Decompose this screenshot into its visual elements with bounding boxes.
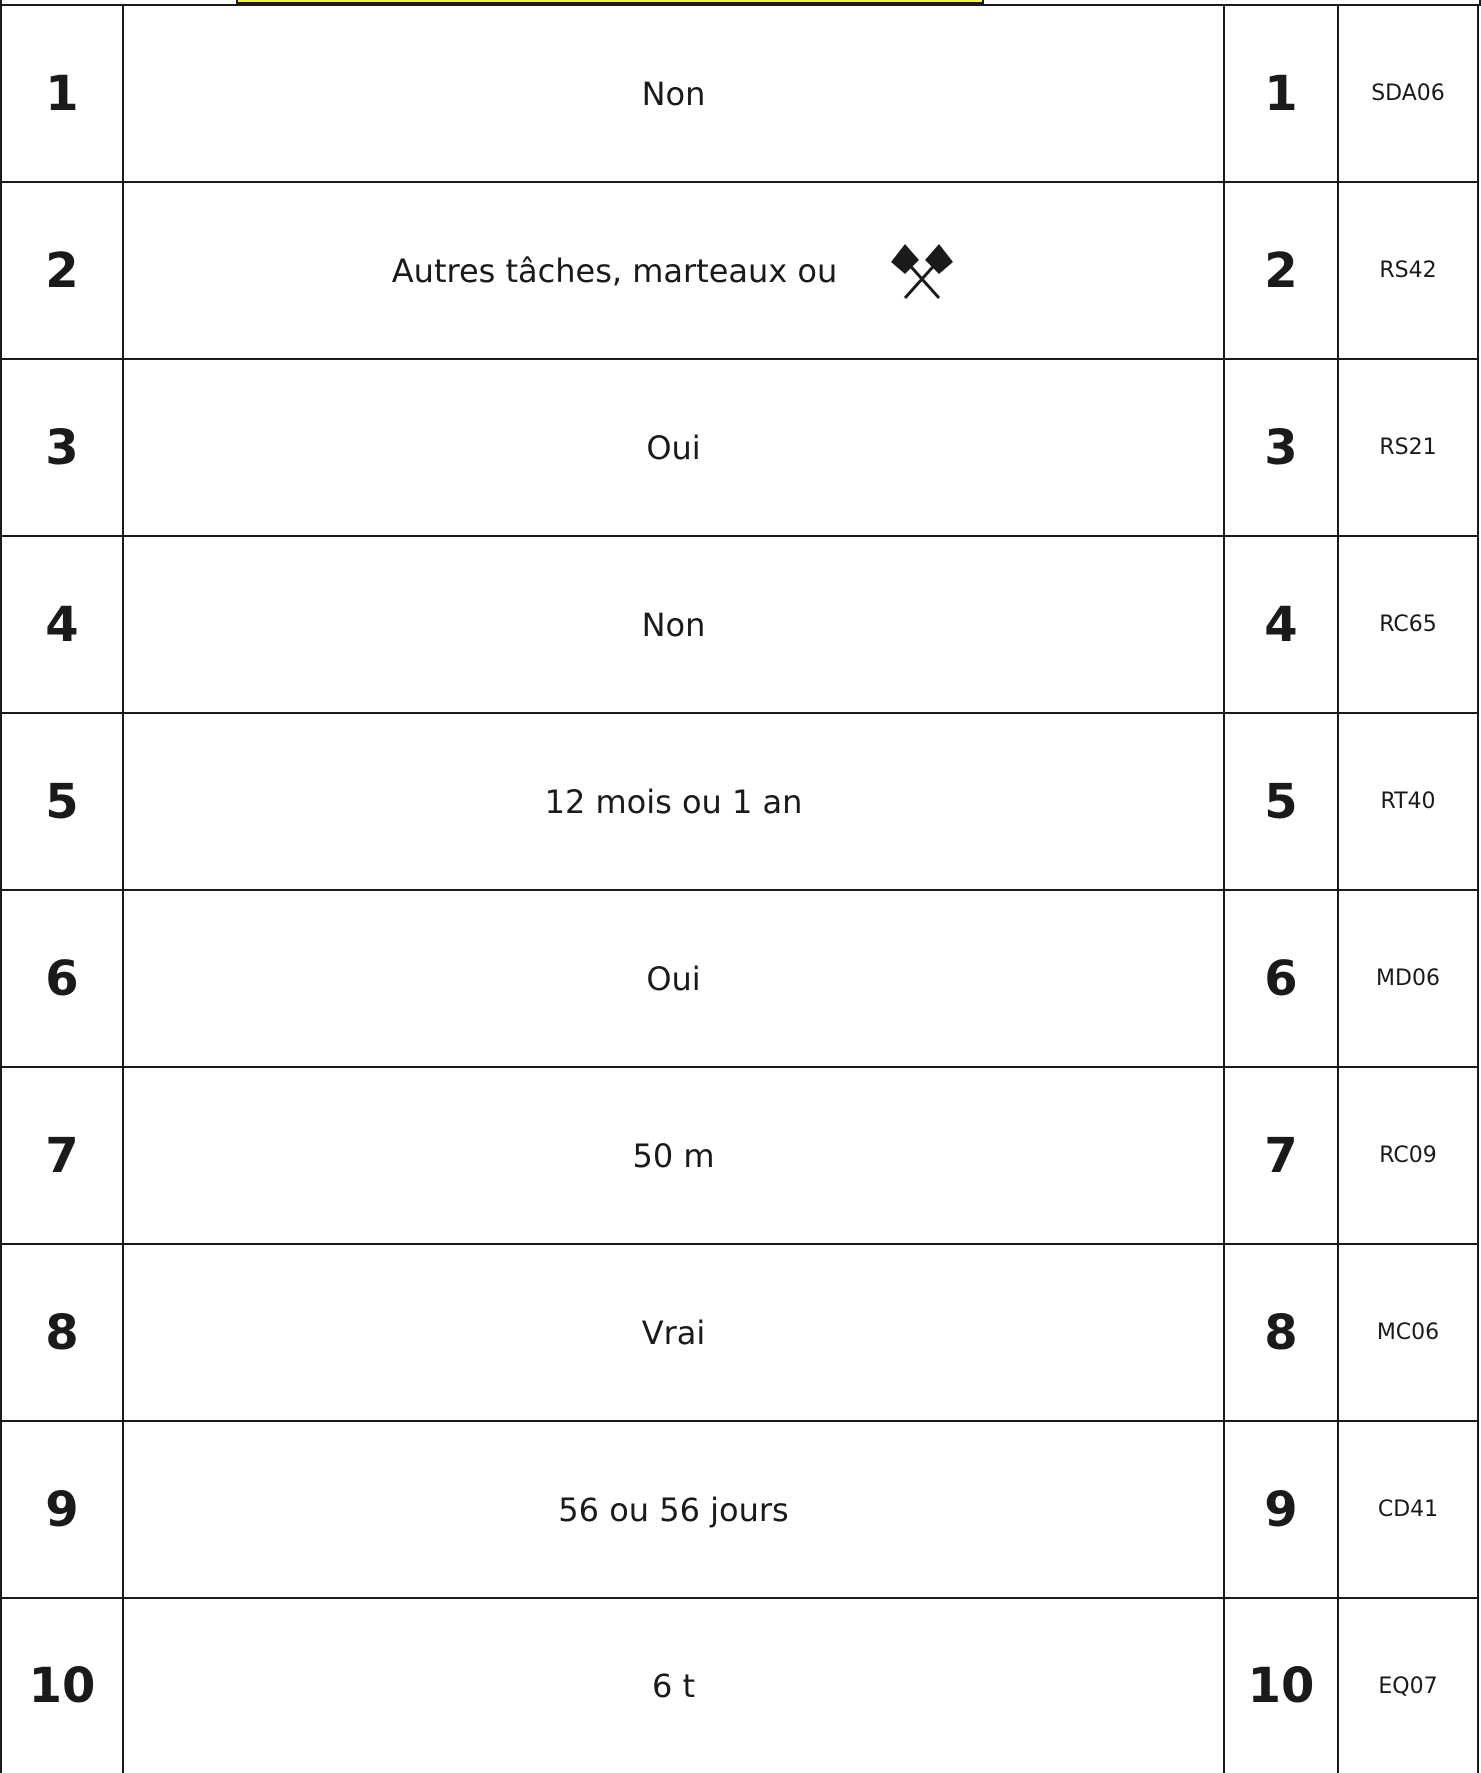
- code-cell: [1339, 1245, 1479, 1420]
- code-cell: [1339, 1422, 1479, 1597]
- question-number: 9: [45, 1481, 79, 1538]
- question-number: 5: [45, 773, 79, 830]
- table-row: [2, 1422, 1479, 1599]
- answer-text: 6 t: [651, 1667, 696, 1705]
- question-code: RT40: [1380, 789, 1436, 814]
- question-number-cell: [1225, 1068, 1339, 1243]
- question-number: 10: [1247, 1658, 1315, 1714]
- answer-text: Non: [641, 74, 706, 113]
- table-row: [2, 183, 1479, 360]
- question-number-cell: [2, 537, 124, 712]
- question-number-cell: [1225, 891, 1339, 1066]
- question-number-cell: [2, 1599, 124, 1773]
- table-row: [2, 537, 1479, 714]
- code-cell: [1339, 1068, 1479, 1243]
- answer-cell: [124, 360, 1225, 535]
- question-number: 7: [1264, 1127, 1298, 1184]
- table-row: [2, 360, 1479, 537]
- question-number: 3: [1264, 419, 1298, 476]
- question-number-cell: [2, 6, 124, 181]
- answer-text: 56 ou 56 jours: [558, 1490, 789, 1529]
- code-cell: [1339, 537, 1479, 712]
- table-row: [2, 714, 1479, 891]
- answer-cell: [124, 1245, 1225, 1420]
- question-number-cell: [2, 183, 124, 358]
- question-number: 10: [28, 1658, 96, 1714]
- question-number-cell: [1225, 537, 1339, 712]
- answer-text: Autres tâches, marteaux ou: [391, 251, 838, 290]
- question-number-cell: [1225, 360, 1339, 535]
- answer-text: Oui: [646, 428, 701, 467]
- answer-cell: [124, 1068, 1225, 1243]
- question-number-cell: [1225, 6, 1339, 181]
- question-number: 4: [45, 596, 79, 653]
- crossed-hammers-icon: [889, 242, 955, 300]
- question-number-cell: [2, 891, 124, 1066]
- code-cell: [1339, 6, 1479, 181]
- answer-cell: [124, 714, 1225, 889]
- question-number-cell: [1225, 1422, 1339, 1597]
- question-number-cell: [2, 1422, 124, 1597]
- question-code: SDA06: [1371, 81, 1445, 106]
- question-number: 6: [45, 950, 79, 1007]
- answer-table: [0, 4, 1479, 1773]
- question-number: 2: [1264, 242, 1298, 299]
- question-number: 4: [1264, 596, 1298, 653]
- question-code: CD41: [1377, 1497, 1439, 1522]
- question-number: 1: [1264, 65, 1298, 122]
- question-number: 7: [45, 1127, 79, 1184]
- code-cell: [1339, 360, 1479, 535]
- question-code: MC06: [1376, 1320, 1440, 1345]
- question-number-cell: [1225, 183, 1339, 358]
- question-number: 1: [45, 65, 79, 122]
- question-code: EQ07: [1378, 1673, 1438, 1699]
- code-cell: [1339, 891, 1479, 1066]
- question-code: RC65: [1379, 612, 1437, 637]
- answer-cell: [124, 891, 1225, 1066]
- question-number-cell: [1225, 1245, 1339, 1420]
- question-code: MD06: [1376, 966, 1440, 991]
- answer-cell: [124, 183, 1225, 358]
- question-number: 2: [45, 242, 79, 299]
- question-number-cell: [2, 714, 124, 889]
- table-row: [2, 1068, 1479, 1245]
- question-number-cell: [1225, 1599, 1339, 1773]
- answer-text: Vrai: [641, 1313, 706, 1352]
- question-number-cell: [2, 1068, 124, 1243]
- table-row: [2, 891, 1479, 1068]
- table-row: [2, 6, 1479, 183]
- question-number: 3: [45, 419, 79, 476]
- code-cell: [1339, 183, 1479, 358]
- question-number-cell: [1225, 714, 1339, 889]
- question-number: 8: [1264, 1304, 1298, 1361]
- answer-cell: [124, 6, 1225, 181]
- table-row: [2, 1599, 1479, 1773]
- question-code: RS21: [1379, 435, 1437, 460]
- question-number: 8: [45, 1304, 79, 1361]
- question-number: 6: [1264, 950, 1298, 1007]
- question-number-cell: [2, 1245, 124, 1420]
- question-code: RS42: [1379, 258, 1437, 283]
- table-row: [2, 1245, 1479, 1422]
- question-number-cell: [2, 360, 124, 535]
- code-cell: [1339, 714, 1479, 889]
- answer-cell: [124, 1422, 1225, 1597]
- answer-text: Oui: [646, 959, 701, 998]
- answer-cell: [124, 537, 1225, 712]
- question-number: 9: [1264, 1481, 1298, 1538]
- answer-cell: [124, 1599, 1225, 1773]
- answer-text: 50 m: [632, 1136, 715, 1175]
- question-number: 5: [1264, 773, 1298, 830]
- question-code: RC09: [1379, 1143, 1437, 1168]
- answer-text: 12 mois ou 1 an: [544, 782, 803, 821]
- code-cell: [1339, 1599, 1479, 1773]
- answer-text: Non: [641, 605, 706, 644]
